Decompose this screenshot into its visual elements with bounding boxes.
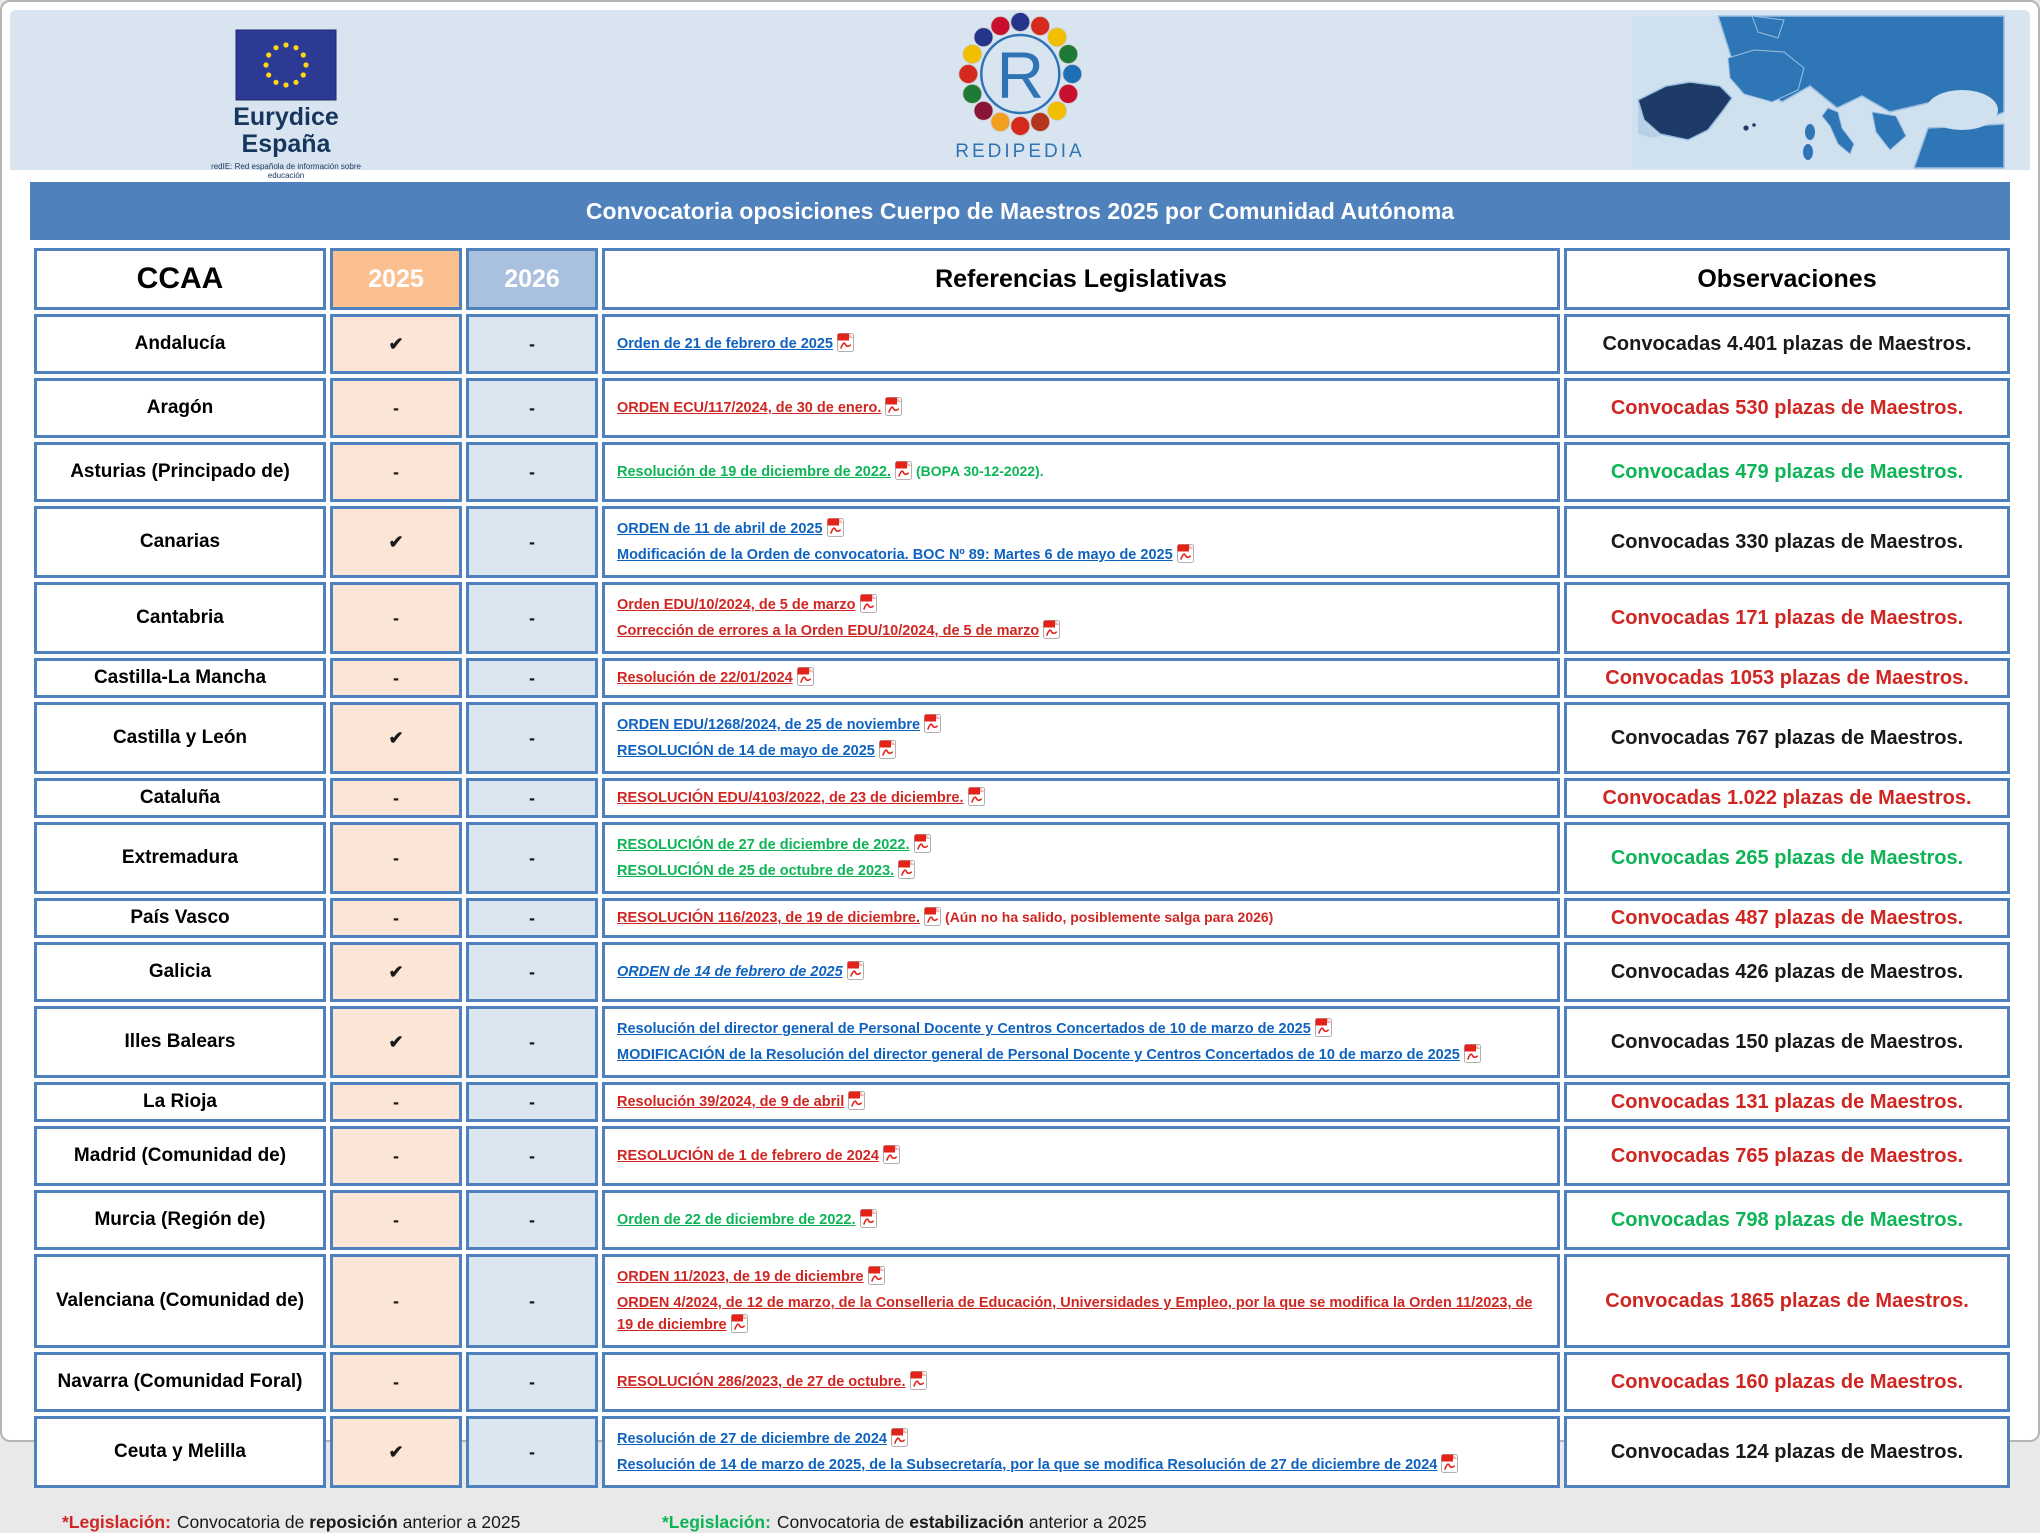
legislative-link[interactable]: RESOLUCIÓN de 1 de febrero de 2024 [617,1148,879,1164]
year-2026-cell: - [466,1006,598,1078]
ccaa-cell: Ceuta y Melilla [34,1416,326,1488]
table-row [34,702,2010,774]
column-header-observaciones: Observaciones [1564,248,2010,310]
year-2026-cell: - [466,1352,598,1412]
observations-cell: Convocadas 487 plazas de Maestros. [1564,898,2010,938]
reference-line [617,1428,1545,1450]
observations-cell: Convocadas 426 plazas de Maestros. [1564,942,2010,1002]
column-header-ccaa: CCAA [34,248,326,310]
observations-cell: Convocadas 131 plazas de Maestros. [1564,1082,2010,1122]
legend-reposicion [62,1512,662,1533]
eurydice-title-line1: Eurydice [233,103,339,131]
redipedia-label: REDIPEDIA [955,141,1085,162]
pdf-icon[interactable] [1043,620,1060,639]
pdf-icon[interactable] [924,714,941,733]
observations-cell: Convocadas 171 plazas de Maestros. [1564,582,2010,654]
references-cell [602,378,1560,438]
reference-line [617,594,1545,616]
year-2025-cell: ✔ [330,314,462,374]
ccaa-cell: La Rioja [34,1082,326,1122]
table-body [34,314,2010,1488]
year-2025-cell: ✔ [330,1416,462,1488]
year-2025-cell: - [330,1352,462,1412]
year-2026-cell: - [466,314,598,374]
reference-line [617,544,1545,566]
reference-line [617,1292,1545,1336]
year-2026-cell: - [466,1254,598,1348]
references-cell [602,702,1560,774]
legislative-link[interactable]: MODIFICACIÓN de la Resolución del director general de Personal Docente y Centros Concertados de 10 de marzo de 2025 [617,1047,1460,1063]
year-2025-cell: - [330,582,462,654]
reference-line [617,787,1545,809]
reference-line [617,461,1545,483]
pdf-icon[interactable] [848,1091,865,1110]
observations-cell: Convocadas 4.401 plazas de Maestros. [1564,314,2010,374]
reference-line [617,1091,1545,1113]
ccaa-cell: Aragón [34,378,326,438]
year-2025-cell: - [330,778,462,818]
pdf-icon[interactable] [891,1428,908,1447]
references-cell [602,1254,1560,1348]
ccaa-cell: Castilla-La Mancha [34,658,326,698]
reference-line [617,1266,1545,1288]
pdf-icon[interactable] [968,787,985,806]
legislative-link[interactable]: ORDEN de 11 de abril de 2025 [617,521,823,537]
references-cell [602,898,1560,938]
reference-line [617,667,1545,689]
table-row [34,942,2010,1002]
table-row [34,1254,2010,1348]
year-2026-cell: - [466,506,598,578]
observations-cell: Convocadas 124 plazas de Maestros. [1564,1416,2010,1488]
eurydice-logo [196,30,376,180]
ccaa-cell: Canarias [34,506,326,578]
ccaa-cell: Cantabria [34,582,326,654]
pdf-icon[interactable] [885,397,902,416]
year-2025-cell: - [330,378,462,438]
pdf-icon[interactable] [883,1145,900,1164]
legislative-link[interactable]: Resolución de 27 de diciembre de 2024 [617,1431,887,1447]
ccaa-cell: Asturias (Principado de) [34,442,326,502]
legislative-link[interactable]: ORDEN ECU/117/2024, de 30 de enero. [617,400,882,416]
pdf-icon[interactable] [1441,1454,1458,1473]
observations-cell: Convocadas 1.022 plazas de Maestros. [1564,778,2010,818]
europe-map [1632,16,2004,168]
references-cell [602,582,1560,654]
legislative-link[interactable]: RESOLUCIÓN 116/2023, de 19 de diciembre. [617,910,921,926]
legend-green-text-pre: Convocatoria de [776,1512,910,1532]
ccaa-cell: Cataluña [34,778,326,818]
header-band [10,10,2030,180]
year-2026-cell: - [466,702,598,774]
ccaa-cell: Murcia (Región de) [34,1190,326,1250]
ccaa-cell: Andalucía [34,314,326,374]
table-row [34,314,2010,374]
year-2026-cell: - [466,582,598,654]
column-header-2026: 2026 [466,248,598,310]
legislative-link[interactable]: Resolución de 14 de marzo de 2025, de la Subsecretaría, por la que se modifica Resolución de 27 de diciembre de 2024 [617,1457,1438,1473]
table-header-row [34,248,2010,310]
pdf-icon[interactable] [860,1209,877,1228]
legislative-link[interactable]: RESOLUCIÓN 286/2023, de 27 de octubre. [617,1374,906,1390]
column-header-2025: 2025 [330,248,462,310]
year-2025-cell: - [330,898,462,938]
column-header-referencias: Referencias Legislativas [602,248,1560,310]
pdf-icon[interactable] [868,1266,885,1285]
legislative-link[interactable]: Resolución del director general de Personal Docente y Centros Concertados de 10 de marzo de 2025 [617,1021,1311,1037]
reference-line [617,834,1545,856]
legislative-link[interactable]: Orden de 22 de diciembre de 2022. [617,1212,856,1228]
references-cell [602,1190,1560,1250]
reference-line [617,1371,1545,1393]
table-row [34,442,2010,502]
pdf-icon[interactable] [1464,1044,1481,1063]
year-2026-cell: - [466,778,598,818]
convocatoria-table [30,244,2014,1492]
legend-red-text-post: anterior a 2025 [397,1512,521,1532]
year-2026-cell: - [466,378,598,438]
reference-line [617,961,1545,983]
pdf-icon[interactable] [914,834,931,853]
year-2026-cell: - [466,658,598,698]
pdf-icon[interactable] [860,594,877,613]
ccaa-cell: Valenciana (Comunidad de) [34,1254,326,1348]
legend-green-keyword: estabilización [909,1512,1024,1532]
references-cell [602,1082,1560,1122]
table-row [34,1082,2010,1122]
observations-cell: Convocadas 160 plazas de Maestros. [1564,1352,2010,1412]
references-cell [602,314,1560,374]
table-row [34,1416,2010,1488]
redipedia-logo [955,14,1084,163]
pdf-icon[interactable] [1315,1018,1332,1037]
table-row [34,1126,2010,1186]
observations-cell: Convocadas 1865 plazas de Maestros. [1564,1254,2010,1348]
references-cell [602,1126,1560,1186]
year-2026-cell: - [466,1082,598,1122]
ccaa-cell: Castilla y León [34,702,326,774]
year-2026-cell: - [466,1126,598,1186]
table-row [34,898,2010,938]
reference-note: (Aún no ha salido, posiblemente salga para 2026) [945,909,1274,925]
observations-cell: Convocadas 479 plazas de Maestros. [1564,442,2010,502]
year-2026-cell: - [466,1416,598,1488]
legislative-link[interactable]: RESOLUCIÓN EDU/4103/2022, de 23 de diciembre. [617,790,964,806]
references-cell [602,1006,1560,1078]
legend-footer [62,1512,2038,1533]
pdf-icon[interactable] [731,1314,748,1333]
table-row [34,378,2010,438]
eu-flag-icon [236,30,336,100]
observations-cell: Convocadas 330 plazas de Maestros. [1564,506,2010,578]
reference-line [617,518,1545,540]
table-row [34,1352,2010,1412]
pdf-icon[interactable] [827,518,844,537]
reference-line [617,1145,1545,1167]
pdf-icon[interactable] [924,907,941,926]
references-cell [602,942,1560,1002]
references-cell [602,658,1560,698]
reference-line [617,907,1545,929]
reference-line [617,860,1545,882]
reference-line [617,740,1545,762]
observations-cell: Convocadas 765 plazas de Maestros. [1564,1126,2010,1186]
legislative-link[interactable]: RESOLUCIÓN de 27 de diciembre de 2022. [617,837,910,853]
reference-line [617,1044,1545,1066]
pdf-icon[interactable] [898,860,915,879]
table-title: Convocatoria oposiciones Cuerpo de Maestros 2025 por Comunidad Autónoma [30,182,2010,240]
legislative-link[interactable]: Orden de 21 de febrero de 2025 [617,336,833,352]
legend-red-label: *Legislación: [62,1512,171,1532]
observations-cell: Convocadas 1053 plazas de Maestros. [1564,658,2010,698]
eurydice-tagline: redIE: Red española de información sobre educación [211,162,361,180]
legislative-link[interactable]: RESOLUCIÓN de 14 de mayo de 2025 [617,743,875,759]
references-cell [602,1352,1560,1412]
observations-cell: Convocadas 767 plazas de Maestros. [1564,702,2010,774]
references-cell [602,822,1560,894]
legislative-link[interactable]: Modificación de la Orden de convocatoria. BOC Nº 89: Martes 6 de mayo de 2025 [617,547,1173,563]
reference-line [617,333,1545,355]
year-2025-cell: - [330,1190,462,1250]
table-row [34,1006,2010,1078]
observations-cell: Convocadas 798 plazas de Maestros. [1564,1190,2010,1250]
table-row [34,658,2010,698]
reference-line [617,397,1545,419]
legislative-link[interactable]: ORDEN EDU/1268/2024, de 25 de noviembre [617,717,921,733]
pdf-icon[interactable] [895,461,912,480]
pdf-icon[interactable] [879,740,896,759]
observations-cell: Convocadas 265 plazas de Maestros. [1564,822,2010,894]
legislative-link[interactable]: Orden EDU/10/2024, de 5 de marzo [617,597,856,613]
reference-line [617,1209,1545,1231]
legend-green-label: *Legislación: [662,1512,771,1532]
references-cell [602,1416,1560,1488]
ccaa-cell: País Vasco [34,898,326,938]
observations-cell: Convocadas 150 plazas de Maestros. [1564,1006,2010,1078]
year-2026-cell: - [466,442,598,502]
legend-red-text-pre: Convocatoria de [176,1512,310,1532]
reference-line [617,1454,1545,1476]
legislative-link[interactable]: Corrección de errores a la Orden EDU/10/2024, de 5 de marzo [617,623,1040,639]
year-2025-cell: - [330,1126,462,1186]
eurydice-title-line2: España [241,130,331,158]
year-2025-cell: - [330,1254,462,1348]
ccaa-cell: Navarra (Comunidad Foral) [34,1352,326,1412]
pdf-icon[interactable] [847,961,864,980]
table-row [34,822,2010,894]
year-2026-cell: - [466,822,598,894]
pdf-icon[interactable] [1177,544,1194,563]
pdf-icon[interactable] [837,333,854,352]
references-cell [602,778,1560,818]
table-row [34,582,2010,654]
year-2025-cell: ✔ [330,942,462,1002]
pdf-icon[interactable] [910,1371,927,1390]
ccaa-cell: Galicia [34,942,326,1002]
table-row [34,1190,2010,1250]
table-row [34,778,2010,818]
year-2025-cell: ✔ [330,1006,462,1078]
ccaa-cell: Madrid (Comunidad de) [34,1126,326,1186]
legislative-link[interactable]: ORDEN 11/2023, de 19 de diciembre [617,1269,864,1285]
year-2026-cell: - [466,898,598,938]
reference-note: (BOPA 30-12-2022). [916,463,1044,479]
year-2026-cell: - [466,942,598,1002]
redipedia-ring-icon [960,14,1080,134]
legend-estabilizacion [662,1512,1147,1533]
ccaa-cell: Illes Balears [34,1006,326,1078]
references-cell [602,506,1560,578]
reference-line [617,620,1545,642]
legislative-link[interactable]: ORDEN 4/2024, de 12 de marzo, de la Conselleria de Educación, Universidades y Empleo, por la que se modifica la Orden 11/2023, de 19 de diciembre [617,1295,1533,1333]
ccaa-cell: Extremadura [34,822,326,894]
redipedia-letter: R [996,38,1044,112]
year-2025-cell: - [330,822,462,894]
year-2025-cell: - [330,1082,462,1122]
pdf-icon[interactable] [797,667,814,686]
year-2025-cell: - [330,658,462,698]
legislative-link[interactable]: Resolución de 22/01/2024 [617,670,793,686]
legislative-link[interactable]: RESOLUCIÓN de 25 de octubre de 2023. [617,863,895,879]
year-2025-cell: ✔ [330,506,462,578]
references-cell [602,442,1560,502]
legend-red-keyword: reposición [309,1512,398,1532]
legislative-link[interactable]: Resolución de 19 de diciembre de 2022. [617,464,891,480]
legend-green-text-post: anterior a 2025 [1024,1512,1147,1532]
reference-line [617,714,1545,736]
legislative-link[interactable]: ORDEN de 14 de febrero de 2025 [617,964,843,980]
europe-map-image [1632,16,2004,168]
observations-cell: Convocadas 530 plazas de Maestros. [1564,378,2010,438]
year-2025-cell: ✔ [330,702,462,774]
year-2026-cell: - [466,1190,598,1250]
year-2025-cell: - [330,442,462,502]
legislative-link[interactable]: Resolución 39/2024, de 9 de abril [617,1094,845,1110]
reference-line [617,1018,1545,1040]
table-row [34,506,2010,578]
